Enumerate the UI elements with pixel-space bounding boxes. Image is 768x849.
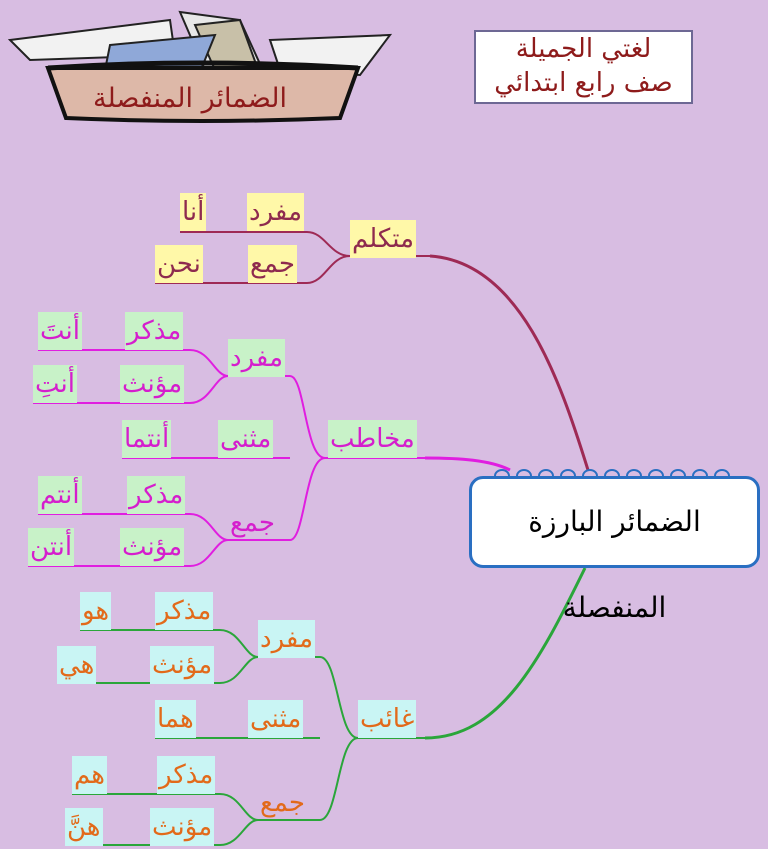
node-speaker-plural: جمع <box>248 245 297 283</box>
node-absent-singular: مفرد <box>258 620 315 658</box>
pronoun-addressee-masc: أنتَ <box>38 312 82 350</box>
center-node: الضمائر البارزة المنفصلة <box>469 476 760 568</box>
node-absent-fem: مؤنث <box>150 646 214 684</box>
node-addressee-plural: جمع <box>230 508 275 538</box>
pronoun-speaker-singular: أنا <box>180 193 206 231</box>
node-absent-masc: مذكر <box>155 592 213 630</box>
title-box <box>474 30 693 104</box>
pronoun-addressee-pl-fem: أنتن <box>28 528 74 566</box>
pronoun-absent-masc: هو <box>80 592 111 630</box>
pronoun-speaker-plural: نحن <box>155 245 203 283</box>
pronoun-addressee-fem: أنتِ <box>33 365 77 403</box>
title-line-1: لغتي الجميلة <box>515 34 652 64</box>
node-addressee-dual: مثنى <box>218 420 273 458</box>
node-absent-plural: جمع <box>260 788 305 818</box>
node-addressee-singular: مفرد <box>228 339 285 377</box>
pronoun-absent-pl-masc: هم <box>72 756 107 794</box>
pronoun-absent-fem: هي <box>57 646 96 684</box>
node-addressee-fem: مؤنث <box>120 365 184 403</box>
node-addressee-pl-masc: مذكر <box>127 476 185 514</box>
pronoun-addressee-dual: أنتما <box>122 420 171 458</box>
title-line-2: صف رابع ابتدائي <box>494 68 673 98</box>
node-speaker: متكلم <box>350 220 416 258</box>
node-addressee-pl-fem: مؤنث <box>120 528 184 566</box>
pronoun-absent-dual: هما <box>155 700 196 738</box>
node-absent-pl-masc: مذكر <box>157 756 215 794</box>
node-speaker-singular: مفرد <box>247 193 304 231</box>
banner-title: الضمائر المنفصلة <box>93 83 287 114</box>
node-absent-pl-fem: مؤنث <box>150 808 214 846</box>
pronoun-absent-pl-fem: هنَّ <box>65 808 103 846</box>
node-absent: غائب <box>358 700 416 738</box>
node-addressee-masc: مذكر <box>125 312 183 350</box>
pronoun-addressee-pl-masc: أنتم <box>38 476 82 514</box>
node-absent-dual: مثنى <box>248 700 303 738</box>
node-addressee: مخاطب <box>328 420 417 458</box>
